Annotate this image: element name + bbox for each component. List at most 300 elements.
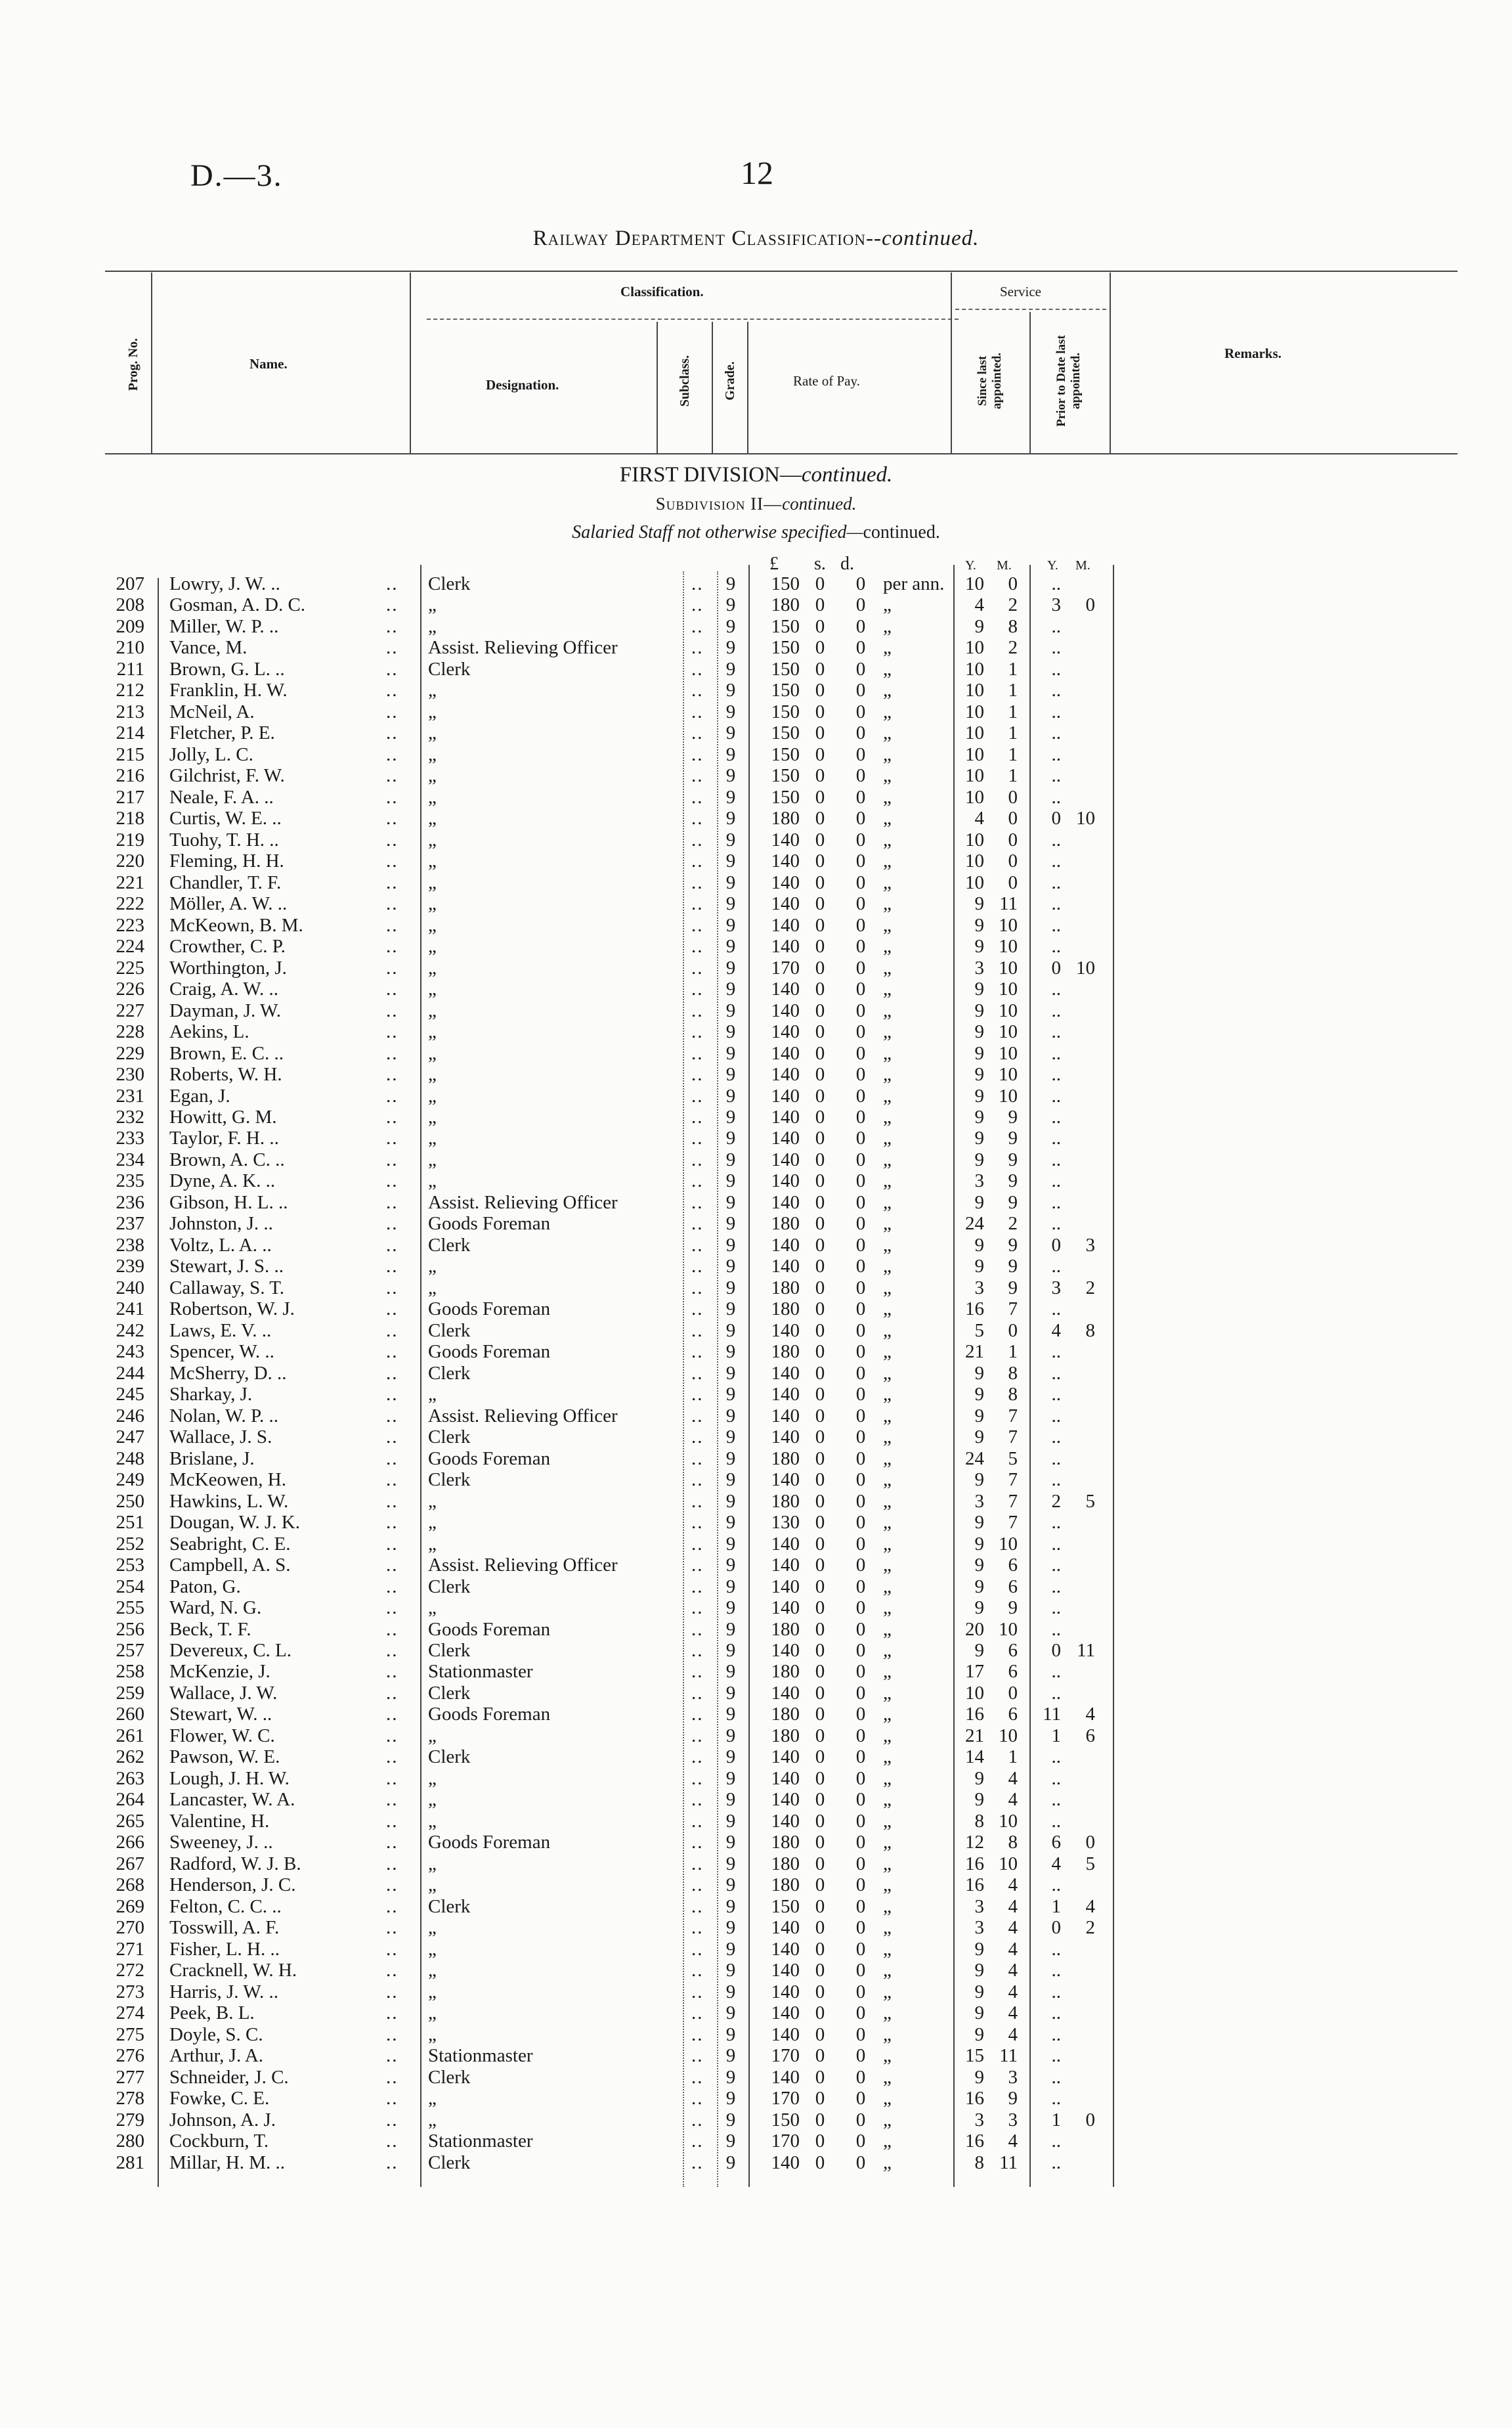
designation: „ [428,957,437,979]
designation: Stationmaster [428,2130,533,2152]
employee-name: Roberts, W. H. [169,1064,282,1086]
rate-shillings: 0 [815,1298,825,1320]
prog-number: 263 [116,1767,144,1789]
rate-period: „ [883,1810,892,1832]
prior-months: 8 [1085,1319,1095,1341]
rate-shillings: 0 [815,658,825,680]
since-years: 9 [974,1107,984,1128]
rate-shillings: 0 [815,1362,825,1384]
rate-pence: 0 [855,722,866,744]
leader-dots: .. [386,1000,399,1021]
designation: Clerk [428,573,471,594]
rate-pence: 0 [855,808,866,829]
grade: 9 [725,1810,736,1832]
designation: „ [428,914,437,936]
employee-name: Flower, W. C. [169,1725,275,1746]
leader-dots: .. [386,893,399,915]
header-col-line [151,273,152,453]
header-name: Name. [249,356,288,372]
rate-pounds: 180 [771,1853,800,1874]
subclass-dots: .. [691,2002,704,2024]
rate-pounds: 150 [771,573,800,594]
employee-name: Lough, J. H. W. [169,1767,290,1789]
rate-period: „ [883,1576,892,1597]
grade: 9 [725,1938,736,1960]
rate-pence: 0 [855,2088,866,2109]
designation: „ [428,1981,437,2002]
leader-dots: .. [386,1362,399,1384]
rate-shillings: 0 [815,2002,825,2024]
since-months: 9 [1008,1277,1018,1298]
grade: 9 [725,615,736,637]
rate-period: „ [883,2045,892,2067]
rate-pence: 0 [855,1064,866,1086]
rate-pounds: 140 [771,1597,800,1619]
rate-pence: 0 [855,1640,866,1661]
since-years: 9 [974,1533,984,1555]
prog-number: 279 [116,2109,144,2130]
prior-years: .. [1051,743,1061,765]
prior-months: 0 [1085,594,1095,616]
grade: 9 [725,936,736,958]
leader-dots: .. [386,2152,399,2173]
prog-number: 234 [116,1149,144,1170]
rate-shillings: 0 [815,1555,825,1576]
rate-pounds: 140 [771,2152,800,2173]
leader-dots: .. [386,2023,399,2045]
prog-number: 275 [116,2023,144,2045]
since-months: 4 [1008,1938,1018,1960]
table-row [0,1725,1512,1746]
leader-dots: .. [386,2130,399,2152]
rate-pence: 0 [855,1960,866,1981]
prior-years: .. [1051,1469,1061,1491]
rate-shillings: 0 [815,1277,825,1298]
designation: „ [428,1960,437,1981]
leader-dots: .. [386,1832,399,1853]
rate-pounds: 140 [771,850,800,872]
designation: Assist. Relieving Officer [428,637,618,659]
rate-pounds: 140 [771,1981,800,2002]
grade: 9 [725,1618,736,1640]
since-months: 1 [1008,765,1018,787]
designation: Goods Foreman [428,1298,551,1320]
rate-pounds: 140 [771,1426,800,1448]
rate-period: „ [883,1490,892,1512]
unit-pence: d. [840,554,854,574]
leader-dots: .. [386,1618,399,1640]
designation: Goods Foreman [428,1341,551,1363]
grade: 9 [725,1512,736,1534]
leader-dots: .. [386,594,399,616]
since-months: 0 [1008,829,1018,850]
grade: 9 [725,743,736,765]
table-row [0,2024,1512,2045]
prior-years: .. [1051,1021,1061,1043]
rate-period: „ [883,1746,892,1768]
rate-period: „ [883,1277,892,1298]
rate-pence: 0 [855,743,866,765]
prog-number: 265 [116,1810,144,1832]
since-months: 9 [1008,1149,1018,1170]
grade: 9 [725,1981,736,2002]
rate-period: „ [883,1319,892,1341]
rate-period: „ [883,1960,892,1981]
leader-dots: .. [386,808,399,829]
since-months: 0 [1008,808,1018,829]
subclass-dots: .. [691,872,704,893]
prior-years: .. [1051,1938,1061,1960]
prog-number: 272 [116,1960,144,1981]
rate-pence: 0 [855,872,866,893]
since-months: 0 [1008,850,1018,872]
prior-years: .. [1051,615,1061,637]
since-years: 10 [965,829,984,850]
employee-name: Peek, B. L. [169,2002,255,2024]
prior-years: 4 [1051,1319,1061,1341]
rate-period: „ [883,1682,892,1704]
rate-pounds: 140 [771,1128,800,1149]
prog-number: 233 [116,1128,144,1149]
leader-dots: .. [386,1234,399,1256]
rate-shillings: 0 [815,1533,825,1555]
rate-shillings: 0 [815,936,825,958]
table-row [0,1256,1512,1277]
rate-shillings: 0 [815,1938,825,1960]
rate-shillings: 0 [815,573,825,594]
rate-pounds: 140 [771,1533,800,1555]
prog-number: 238 [116,1234,144,1256]
rate-pounds: 140 [771,1746,800,1768]
rate-pounds: 140 [771,1469,800,1491]
employee-name: Robertson, W. J. [169,1298,295,1320]
prior-years: .. [1051,786,1061,808]
designation: Clerk [428,658,471,680]
prog-number: 250 [116,1490,144,1512]
grade: 9 [725,1384,736,1405]
grade: 9 [725,1149,736,1170]
rate-pence: 0 [855,1490,866,1512]
prior-years: 2 [1051,1490,1061,1512]
rate-period: „ [883,1895,892,1917]
grade: 9 [725,872,736,893]
designation: „ [428,1256,437,1277]
subclass-dots: .. [691,2109,704,2130]
rate-pounds: 140 [771,1640,800,1661]
rate-shillings: 0 [815,1149,825,1170]
employee-name: Craig, A. W. .. [169,979,278,1000]
table-row [0,1789,1512,1810]
rate-shillings: 0 [815,1085,825,1107]
rate-pounds: 180 [771,1832,800,1853]
leader-dots: .. [386,1426,399,1448]
since-months: 4 [1008,2002,1018,2024]
employee-name: Stewart, W. .. [169,1704,272,1725]
rate-period: „ [883,914,892,936]
prior-years: .. [1051,658,1061,680]
rate-period: „ [883,872,892,893]
rate-pounds: 140 [771,893,800,915]
since-years: 17 [965,1661,984,1683]
prior-years: 6 [1051,1832,1061,1853]
rate-period: „ [883,1191,892,1213]
rate-pence: 0 [855,1938,866,1960]
since-months: 0 [1008,786,1018,808]
prior-years: .. [1051,1298,1061,1320]
prior-years: .. [1051,1064,1061,1086]
rate-pounds: 140 [771,1555,800,1576]
subclass-dots: .. [691,1447,704,1469]
rate-shillings: 0 [815,1597,825,1619]
since-months: 2 [1008,637,1018,659]
prog-number: 207 [116,573,144,594]
grade: 9 [725,1191,736,1213]
prog-number: 281 [116,2152,144,2173]
prior-years: 11 [1043,1704,1061,1725]
leader-dots: .. [386,615,399,637]
prog-number: 218 [116,808,144,829]
designation: Clerk [428,2066,471,2088]
rate-period: „ [883,722,892,744]
employee-name: McSherry, D. .. [169,1362,287,1384]
table-row [0,1000,1512,1021]
since-months: 8 [1008,1832,1018,1853]
table-row [0,2045,1512,2066]
since-years: 16 [965,2130,984,2152]
since-years: 9 [974,1767,984,1789]
rate-pence: 0 [855,1576,866,1597]
rate-shillings: 0 [815,2023,825,2045]
subdivision-heading-continued: continued. [782,494,857,514]
since-years: 9 [974,2066,984,2088]
table-row [0,893,1512,914]
prior-months: 4 [1085,1704,1095,1725]
rate-shillings: 0 [815,701,825,722]
prog-number: 239 [116,1256,144,1277]
rate-pence: 0 [855,1512,866,1534]
prog-number: 277 [116,2066,144,2088]
prog-number: 213 [116,701,144,722]
prior-years: 0 [1051,1234,1061,1256]
prog-number: 267 [116,1853,144,1874]
employee-name: Brown, A. C. .. [169,1149,285,1170]
grade: 9 [725,680,736,701]
grade: 9 [725,1000,736,1021]
designation: „ [428,979,437,1000]
rate-shillings: 0 [815,1789,825,1811]
prog-number: 274 [116,2002,144,2024]
prior-years: .. [1051,701,1061,722]
prog-number: 224 [116,936,144,958]
since-years: 12 [965,1832,984,1853]
designation: „ [428,722,437,744]
rate-period: „ [883,1128,892,1149]
since-years: 16 [965,1704,984,1725]
table-row [0,808,1512,829]
rate-pence: 0 [855,1810,866,1832]
rate-period: „ [883,1447,892,1469]
prog-number: 247 [116,1426,144,1448]
rate-period: „ [883,1426,892,1448]
subclass-dots: .. [691,2045,704,2067]
prog-number: 208 [116,594,144,616]
prog-number: 216 [116,765,144,787]
grade: 9 [725,2152,736,2173]
header-bottom-rule [105,453,1458,454]
rate-shillings: 0 [815,1618,825,1640]
prior-years: .. [1051,1405,1061,1426]
prog-number: 244 [116,1362,144,1384]
since-years: 9 [974,1021,984,1043]
since-years: 10 [965,743,984,765]
rate-shillings: 0 [815,1960,825,1981]
since-years: 9 [974,1960,984,1981]
rate-shillings: 0 [815,1426,825,1448]
rate-period: „ [883,1405,892,1426]
since-years: 10 [965,872,984,893]
table-row [0,1746,1512,1767]
rate-pence: 0 [855,914,866,936]
table-row [0,1939,1512,1960]
prog-number: 211 [116,658,144,680]
employee-name: Aekins, L. [169,1021,249,1043]
since-months: 4 [1008,2023,1018,2045]
subclass-dots: .. [691,1128,704,1149]
prior-years: 1 [1051,1725,1061,1746]
employee-name: Dougan, W. J. K. [169,1512,300,1534]
since-years: 9 [974,1149,984,1170]
rate-period: per ann. [883,573,945,594]
rate-period: „ [883,850,892,872]
prior-months: 3 [1085,1234,1095,1256]
staff-heading [0,522,1512,543]
rate-pence: 0 [855,1405,866,1426]
leader-dots: .. [386,1981,399,2002]
since-months: 10 [999,1000,1018,1021]
rate-period: „ [883,1874,892,1896]
rate-pounds: 140 [771,1170,800,1192]
leader-dots: .. [386,1810,399,1832]
prior-months: 5 [1085,1853,1095,1874]
since-months: 0 [1008,573,1018,594]
rate-pounds: 140 [771,1256,800,1277]
rate-period: „ [883,829,892,850]
rate-pence: 0 [855,1319,866,1341]
subclass-dots: .. [691,850,704,872]
division-heading-continued: continued. [801,463,893,487]
rate-pence: 0 [855,786,866,808]
since-years: 10 [965,1682,984,1704]
designation: „ [428,701,437,722]
subclass-dots: .. [691,1853,704,1874]
table-row [0,1853,1512,1874]
since-months: 1 [1008,722,1018,744]
rate-pounds: 170 [771,957,800,979]
rate-pence: 0 [855,1042,866,1064]
rate-pence: 0 [855,1426,866,1448]
rate-period: „ [883,1000,892,1021]
rate-pence: 0 [855,637,866,659]
grade: 9 [725,1319,736,1341]
since-years: 9 [974,1597,984,1619]
rate-shillings: 0 [815,1213,825,1235]
prior-years: .. [1051,1128,1061,1149]
rate-pounds: 140 [771,1064,800,1086]
since-years: 10 [965,722,984,744]
employee-name: Devereux, C. L. [169,1640,292,1661]
employee-name: McKenzie, J. [169,1661,270,1683]
since-years: 10 [965,637,984,659]
since-years: 8 [974,2152,984,2173]
leader-dots: .. [386,722,399,744]
subclass-dots: .. [691,1021,704,1043]
grade: 9 [725,957,736,979]
table-row [0,744,1512,765]
prior-months: 2 [1085,1917,1095,1939]
subclass-dots: .. [691,594,704,616]
rate-shillings: 0 [815,637,825,659]
prog-number: 220 [116,850,144,872]
table-row [0,1917,1512,1938]
rate-pounds: 150 [771,2109,800,2130]
subdivision-heading-main: Subdivision II— [655,494,783,514]
prior-years: .. [1051,1042,1061,1064]
since-months: 7 [1008,1426,1018,1448]
staff-heading-continued: continued. [863,522,940,542]
rate-period: „ [883,2152,892,2173]
employee-name: Stewart, J. S. .. [169,1256,284,1277]
rate-pounds: 150 [771,1895,800,1917]
rate-pounds: 140 [771,979,800,1000]
designation: Clerk [428,1682,471,1704]
designation: Clerk [428,1746,471,1768]
subclass-dots: .. [691,1746,704,1768]
leader-dots: .. [386,1447,399,1469]
rate-pence: 0 [855,1917,866,1939]
employee-name: Cockburn, T. [169,2130,269,2152]
rate-pounds: 180 [771,1704,800,1725]
rate-pence: 0 [855,1213,866,1235]
prior-years: .. [1051,1447,1061,1469]
leader-dots: .. [386,1298,399,1320]
employee-name: Brown, E. C. .. [169,1042,284,1064]
table-row [0,1363,1512,1384]
header-classification: Classification. [620,284,704,299]
since-years: 9 [974,1362,984,1384]
table-row [0,1149,1512,1170]
prior-years: 1 [1051,2109,1061,2130]
leader-dots: .. [386,573,399,594]
designation: „ [428,1490,437,1512]
prog-number: 226 [116,979,144,1000]
rate-shillings: 0 [815,1810,825,1832]
employee-name: Seabright, C. E. [169,1533,291,1555]
table-row [0,2088,1512,2109]
prior-years: .. [1051,2130,1061,2152]
designation: „ [428,872,437,893]
employee-name: Vance, M. [169,637,248,659]
rate-pounds: 180 [771,1341,800,1363]
subclass-dots: .. [691,1767,704,1789]
leader-dots: .. [386,1853,399,1874]
since-years: 9 [974,1000,984,1021]
rate-pounds: 180 [771,1661,800,1683]
rate-period: „ [883,1298,892,1320]
subclass-dots: .. [691,743,704,765]
leader-dots: .. [386,1895,399,1917]
grade: 9 [725,893,736,915]
prior-years: .. [1051,1767,1061,1789]
